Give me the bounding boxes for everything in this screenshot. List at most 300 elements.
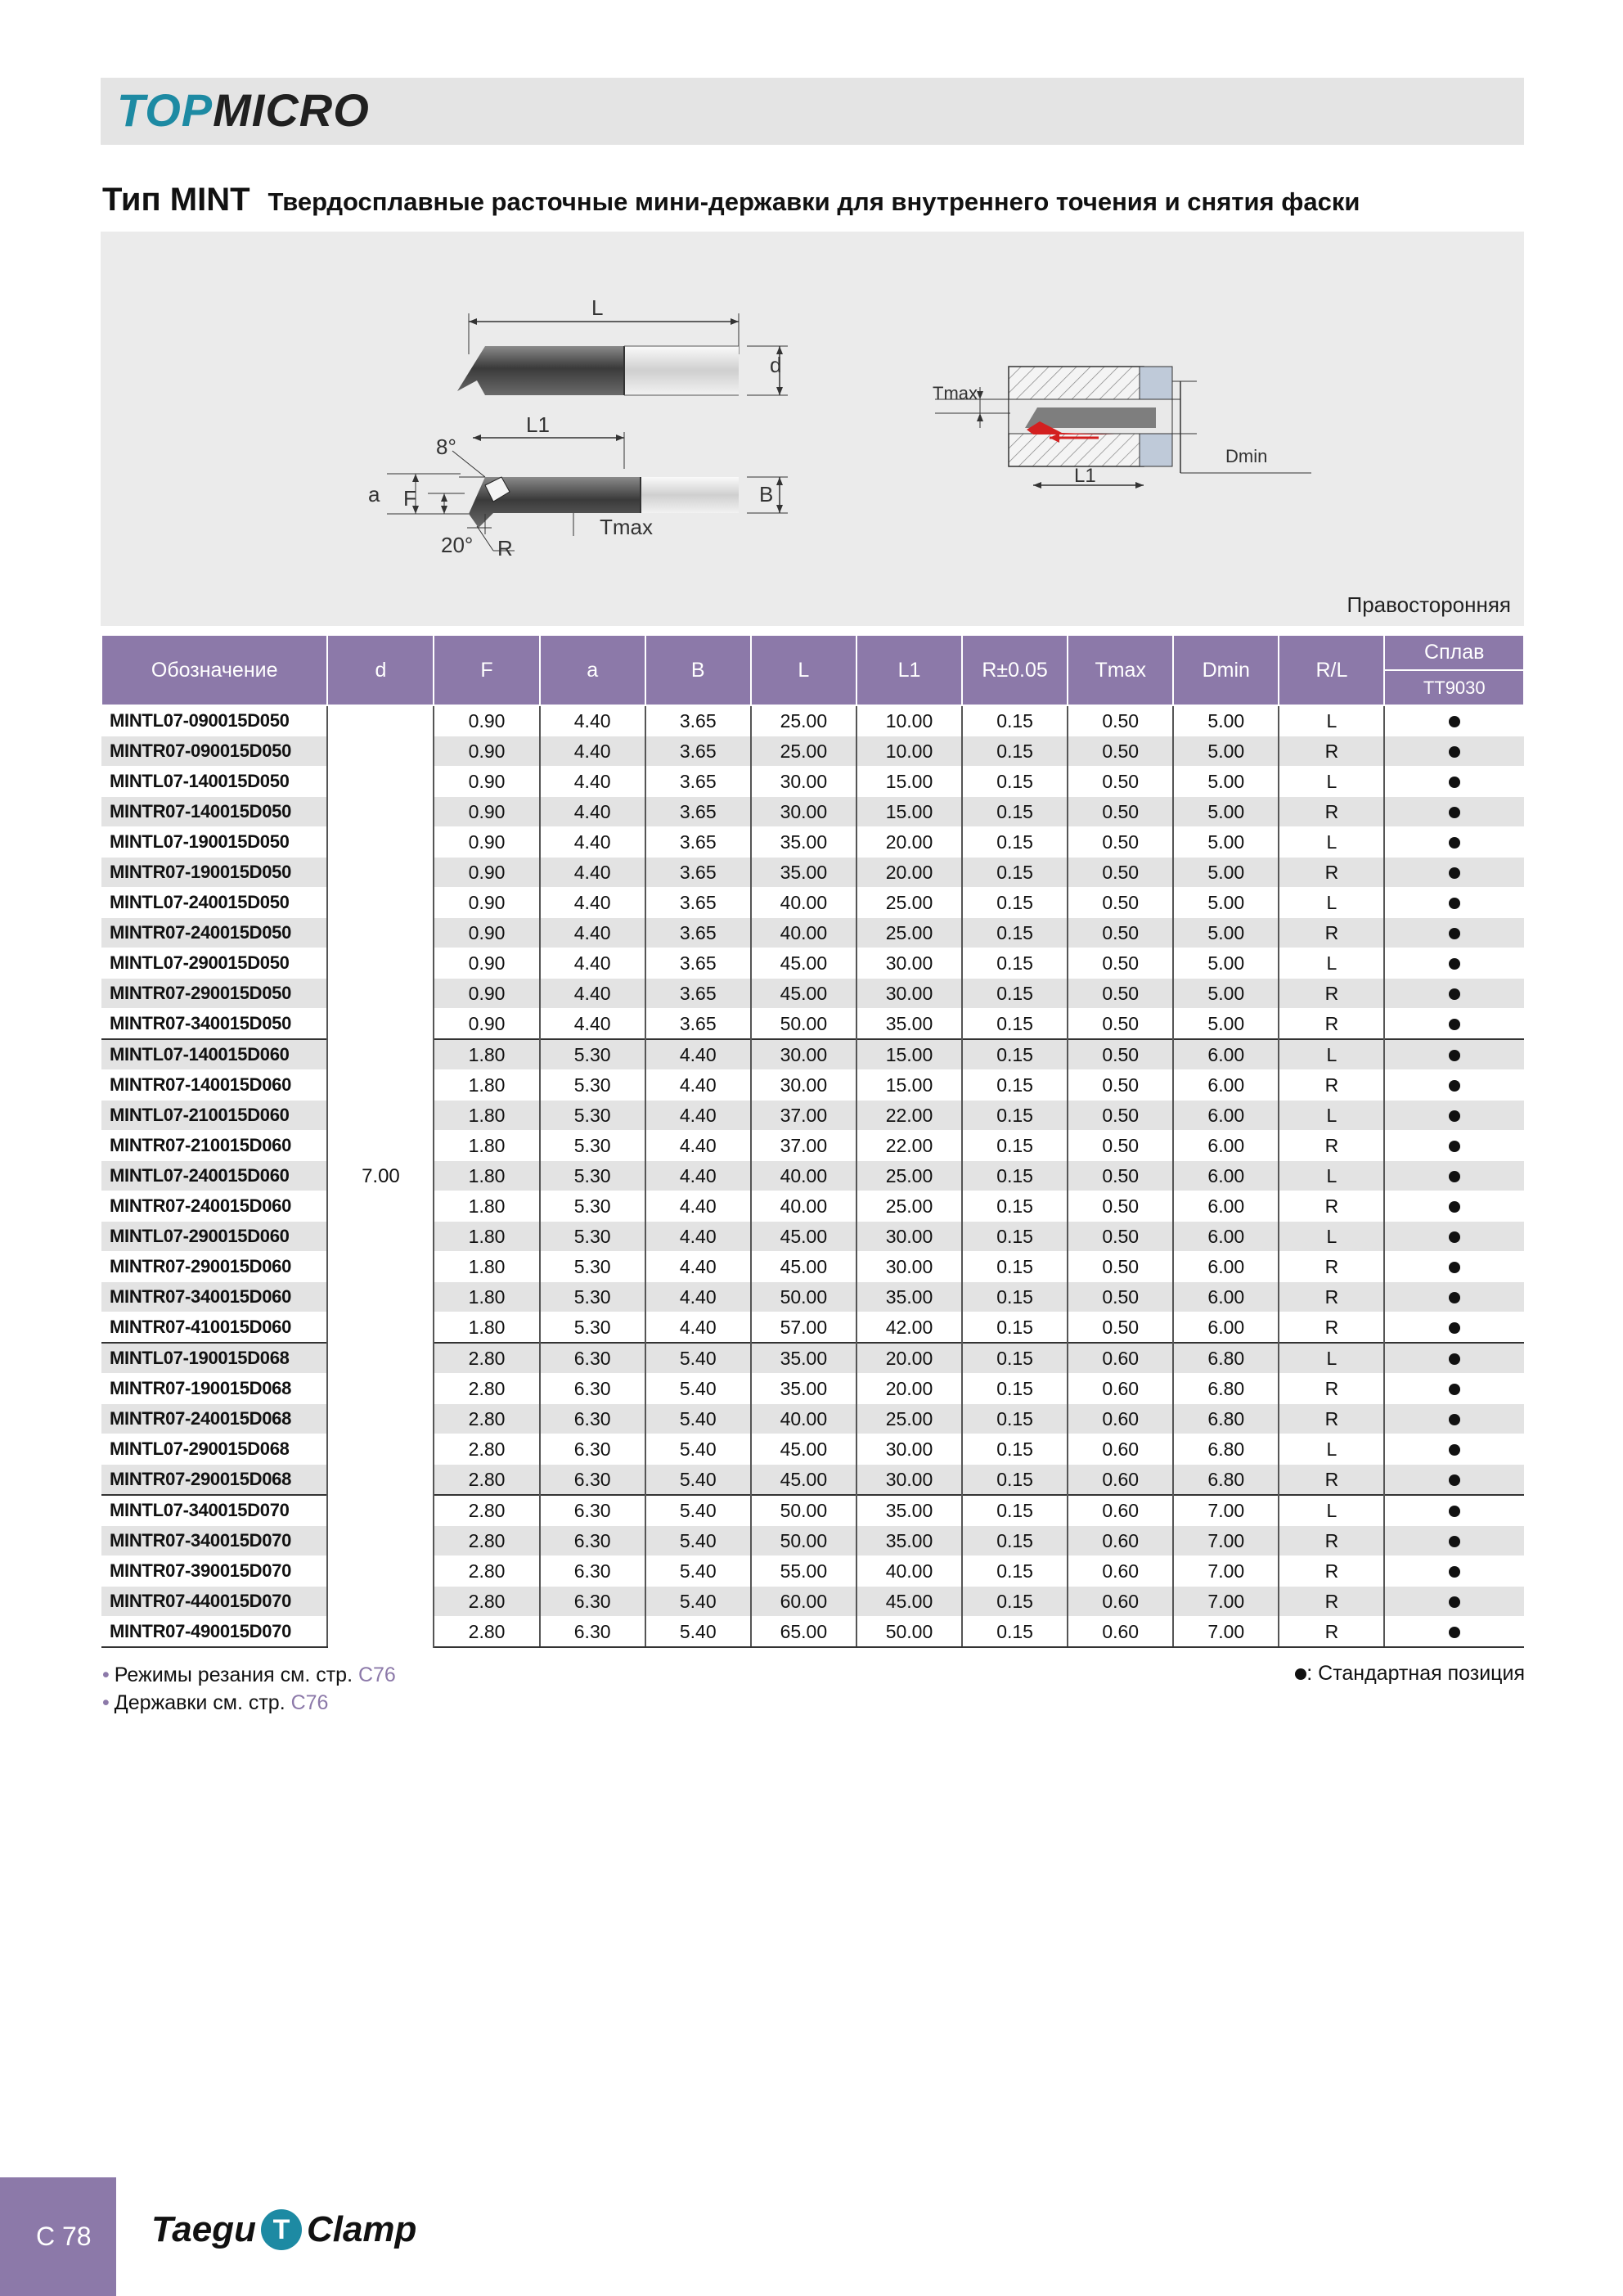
cell-a: 4.40 bbox=[540, 888, 645, 918]
cell-alloy bbox=[1384, 1161, 1524, 1191]
cell-Tmax: 0.50 bbox=[1068, 918, 1173, 948]
cell-F: 1.80 bbox=[434, 1131, 539, 1161]
cell-designation: MINTL07-190015D050 bbox=[101, 827, 327, 858]
note-cutting-ref[interactable]: C76 bbox=[357, 1663, 396, 1686]
cell-RL: L bbox=[1279, 1039, 1384, 1070]
cell-B: 4.40 bbox=[645, 1161, 751, 1191]
cell-designation: MINTR07-140015D060 bbox=[101, 1070, 327, 1101]
cell-alloy bbox=[1384, 1617, 1524, 1648]
label-d: d bbox=[770, 353, 782, 377]
cell-Dmin: 6.80 bbox=[1173, 1404, 1279, 1434]
cell-L1: 15.00 bbox=[856, 1070, 962, 1101]
cell-designation: MINTL07-090015D050 bbox=[101, 705, 327, 736]
cell-RL: R bbox=[1279, 1191, 1384, 1222]
cell-Tmax: 0.50 bbox=[1068, 1009, 1173, 1040]
standard-dot-icon bbox=[1449, 1019, 1460, 1030]
title-sub: Твердосплавные расточные мини-державки для внутреннего точения и снятия фаски bbox=[268, 187, 1360, 216]
label-B: B bbox=[759, 482, 774, 506]
cell-a: 5.30 bbox=[540, 1191, 645, 1222]
standard-dot-icon bbox=[1449, 1506, 1460, 1517]
cell-a: 5.30 bbox=[540, 1161, 645, 1191]
cell-a: 6.30 bbox=[540, 1434, 645, 1465]
cell-L: 50.00 bbox=[751, 1495, 856, 1526]
table-row bbox=[101, 1252, 1524, 1282]
logo-mark-icon: T bbox=[261, 2209, 302, 2250]
cell-L1: 45.00 bbox=[856, 1587, 962, 1617]
col-L1: L1 bbox=[856, 635, 962, 705]
cell-Tmax: 0.50 bbox=[1068, 1191, 1173, 1222]
cell-R: 0.15 bbox=[962, 1252, 1068, 1282]
cell-F: 0.90 bbox=[434, 858, 539, 888]
cell-designation: MINTR07-290015D050 bbox=[101, 979, 327, 1009]
cell-L: 50.00 bbox=[751, 1009, 856, 1040]
cell-L1: 35.00 bbox=[856, 1282, 962, 1312]
standard-dot-icon bbox=[1449, 1171, 1460, 1182]
cell-B: 3.65 bbox=[645, 797, 751, 827]
cell-R: 0.15 bbox=[962, 827, 1068, 858]
cell-Dmin: 6.00 bbox=[1173, 1191, 1279, 1222]
cell-B: 3.65 bbox=[645, 767, 751, 797]
col-L: L bbox=[751, 635, 856, 705]
cell-F: 2.80 bbox=[434, 1495, 539, 1526]
cell-Tmax: 0.60 bbox=[1068, 1465, 1173, 1496]
cell-Dmin: 6.00 bbox=[1173, 1039, 1279, 1070]
cell-L1: 30.00 bbox=[856, 1252, 962, 1282]
table-row bbox=[101, 1404, 1524, 1434]
table-row bbox=[101, 858, 1524, 888]
cell-Tmax: 0.50 bbox=[1068, 1131, 1173, 1161]
cell-R: 0.15 bbox=[962, 1495, 1068, 1526]
cell-RL: R bbox=[1279, 1070, 1384, 1101]
cell-RL: L bbox=[1279, 767, 1384, 797]
cell-R: 0.15 bbox=[962, 736, 1068, 767]
cell-L1: 20.00 bbox=[856, 1374, 962, 1404]
table-row bbox=[101, 1282, 1524, 1312]
cell-a: 4.40 bbox=[540, 918, 645, 948]
standard-dot-icon bbox=[1449, 1444, 1460, 1456]
table-row bbox=[101, 767, 1524, 797]
standard-dot-icon bbox=[1449, 1141, 1460, 1152]
cell-B: 4.40 bbox=[645, 1101, 751, 1131]
note-cutting-text: Режимы резания см. стр. bbox=[114, 1663, 353, 1686]
cell-B: 3.65 bbox=[645, 979, 751, 1009]
cell-R: 0.15 bbox=[962, 1009, 1068, 1040]
col-B: B bbox=[645, 635, 751, 705]
table-row bbox=[101, 1374, 1524, 1404]
taegutec-logo bbox=[151, 2209, 416, 2250]
table-row bbox=[101, 1495, 1524, 1526]
cell-Dmin: 6.00 bbox=[1173, 1070, 1279, 1101]
cell-L: 55.00 bbox=[751, 1556, 856, 1587]
cell-F: 2.80 bbox=[434, 1617, 539, 1648]
cell-L1: 15.00 bbox=[856, 1039, 962, 1070]
cell-alloy bbox=[1384, 1131, 1524, 1161]
cell-alloy bbox=[1384, 1191, 1524, 1222]
standard-dot-icon bbox=[1449, 1322, 1460, 1334]
cell-B: 4.40 bbox=[645, 1282, 751, 1312]
label-Tmax-side: Tmax bbox=[600, 515, 653, 539]
cell-F: 2.80 bbox=[434, 1587, 539, 1617]
cell-B: 5.40 bbox=[645, 1526, 751, 1556]
cell-Tmax: 0.60 bbox=[1068, 1587, 1173, 1617]
cell-Tmax: 0.60 bbox=[1068, 1617, 1173, 1648]
cell-Dmin: 5.00 bbox=[1173, 736, 1279, 767]
standard-dot-icon bbox=[1449, 1080, 1460, 1092]
cell-R: 0.15 bbox=[962, 1070, 1068, 1101]
cell-L: 35.00 bbox=[751, 827, 856, 858]
cell-B: 3.65 bbox=[645, 858, 751, 888]
table-row bbox=[101, 979, 1524, 1009]
cell-a: 6.30 bbox=[540, 1495, 645, 1526]
table-body bbox=[101, 705, 1524, 1647]
standard-dot-icon bbox=[1449, 1536, 1460, 1547]
standard-dot-icon bbox=[1449, 958, 1460, 970]
cell-Tmax: 0.60 bbox=[1068, 1556, 1173, 1587]
cell-RL: R bbox=[1279, 1587, 1384, 1617]
cell-B: 3.65 bbox=[645, 948, 751, 979]
cell-R: 0.15 bbox=[962, 858, 1068, 888]
label-L1-section: L1 bbox=[1074, 465, 1096, 487]
cell-Dmin: 5.00 bbox=[1173, 827, 1279, 858]
cell-L1: 35.00 bbox=[856, 1495, 962, 1526]
cell-F: 1.80 bbox=[434, 1252, 539, 1282]
cell-designation: MINTR07-290015D068 bbox=[101, 1465, 327, 1496]
cell-F: 0.90 bbox=[434, 918, 539, 948]
cell-R: 0.15 bbox=[962, 1282, 1068, 1312]
cell-L1: 35.00 bbox=[856, 1009, 962, 1040]
cell-B: 3.65 bbox=[645, 918, 751, 948]
cell-L: 45.00 bbox=[751, 1252, 856, 1282]
cell-B: 5.40 bbox=[645, 1495, 751, 1526]
cell-alloy bbox=[1384, 1587, 1524, 1617]
cell-L: 25.00 bbox=[751, 736, 856, 767]
cell-L1: 22.00 bbox=[856, 1131, 962, 1161]
cell-alloy bbox=[1384, 705, 1524, 736]
cell-L: 65.00 bbox=[751, 1617, 856, 1648]
cell-L1: 25.00 bbox=[856, 1404, 962, 1434]
standard-dot-icon bbox=[1449, 746, 1460, 758]
standard-dot-icon bbox=[1449, 1566, 1460, 1578]
cell-RL: R bbox=[1279, 1282, 1384, 1312]
cell-B: 3.65 bbox=[645, 888, 751, 918]
cell-R: 0.15 bbox=[962, 1465, 1068, 1496]
tool-top-view bbox=[457, 295, 788, 395]
cell-RL: R bbox=[1279, 736, 1384, 767]
cell-a: 5.30 bbox=[540, 1312, 645, 1344]
cell-L: 45.00 bbox=[751, 948, 856, 979]
label-a: a bbox=[368, 482, 380, 506]
standard-dot-icon bbox=[1449, 988, 1460, 1000]
cell-Dmin: 5.00 bbox=[1173, 888, 1279, 918]
standard-dot-icon bbox=[1449, 1110, 1460, 1122]
cell-B: 3.65 bbox=[645, 705, 751, 736]
cell-Tmax: 0.50 bbox=[1068, 1312, 1173, 1344]
label-F: F bbox=[403, 486, 416, 511]
table-row bbox=[101, 1222, 1524, 1252]
cell-a: 4.40 bbox=[540, 858, 645, 888]
note-cutting-modes bbox=[102, 1661, 396, 1689]
cell-L: 45.00 bbox=[751, 1434, 856, 1465]
cell-L1: 15.00 bbox=[856, 797, 962, 827]
cell-R: 0.15 bbox=[962, 1434, 1068, 1465]
standard-dot-icon bbox=[1449, 1050, 1460, 1061]
cell-designation: MINTR07-190015D068 bbox=[101, 1374, 327, 1404]
legend-text: : Стандартная позиция bbox=[1306, 1662, 1525, 1685]
cell-designation: MINTL07-240015D050 bbox=[101, 888, 327, 918]
cell-RL: L bbox=[1279, 705, 1384, 736]
cell-L: 35.00 bbox=[751, 858, 856, 888]
cell-F: 0.90 bbox=[434, 1009, 539, 1040]
cell-RL: R bbox=[1279, 1465, 1384, 1496]
table-row bbox=[101, 1070, 1524, 1101]
cell-Tmax: 0.60 bbox=[1068, 1343, 1173, 1374]
label-Dmin: Dmin bbox=[1225, 446, 1268, 466]
cell-B: 3.65 bbox=[645, 1009, 751, 1040]
cell-L1: 35.00 bbox=[856, 1526, 962, 1556]
cell-RL: L bbox=[1279, 1101, 1384, 1131]
cell-a: 6.30 bbox=[540, 1617, 645, 1648]
cell-Tmax: 0.60 bbox=[1068, 1374, 1173, 1404]
cell-designation: MINTR07-240015D068 bbox=[101, 1404, 327, 1434]
cell-designation: MINTL07-240015D060 bbox=[101, 1161, 327, 1191]
standard-dot-icon bbox=[1449, 1353, 1460, 1365]
standard-dot-icon bbox=[1449, 1292, 1460, 1303]
cell-R: 0.15 bbox=[962, 1039, 1068, 1070]
cell-alloy bbox=[1384, 888, 1524, 918]
cell-a: 5.30 bbox=[540, 1039, 645, 1070]
cell-Dmin: 7.00 bbox=[1173, 1587, 1279, 1617]
cell-RL: L bbox=[1279, 1161, 1384, 1191]
cell-RL: L bbox=[1279, 1222, 1384, 1252]
cell-R: 0.15 bbox=[962, 1617, 1068, 1648]
cell-R: 0.15 bbox=[962, 1587, 1068, 1617]
cell-RL: R bbox=[1279, 1009, 1384, 1040]
cell-alloy bbox=[1384, 1252, 1524, 1282]
cell-alloy bbox=[1384, 1070, 1524, 1101]
cell-alloy bbox=[1384, 1434, 1524, 1465]
cell-designation: MINTR07-240015D050 bbox=[101, 918, 327, 948]
cell-B: 5.40 bbox=[645, 1465, 751, 1496]
cell-L1: 10.00 bbox=[856, 736, 962, 767]
cell-R: 0.15 bbox=[962, 948, 1068, 979]
cell-L1: 20.00 bbox=[856, 1343, 962, 1374]
title-main: Тип MINT bbox=[102, 182, 250, 218]
cell-L1: 20.00 bbox=[856, 858, 962, 888]
label-R: R bbox=[497, 536, 513, 560]
cell-R: 0.15 bbox=[962, 1312, 1068, 1344]
cell-R: 0.15 bbox=[962, 918, 1068, 948]
label-L1: L1 bbox=[526, 412, 550, 437]
note-holders-text: Державки см. стр. bbox=[114, 1691, 285, 1714]
cell-RL: R bbox=[1279, 1526, 1384, 1556]
note-holders bbox=[102, 1689, 396, 1717]
cell-L: 30.00 bbox=[751, 797, 856, 827]
standard-dot-icon bbox=[1449, 928, 1460, 939]
cell-L: 40.00 bbox=[751, 918, 856, 948]
cell-L1: 42.00 bbox=[856, 1312, 962, 1344]
cell-B: 5.40 bbox=[645, 1587, 751, 1617]
cell-Tmax: 0.60 bbox=[1068, 1526, 1173, 1556]
cell-F: 0.90 bbox=[434, 797, 539, 827]
table-row bbox=[101, 1039, 1524, 1070]
cell-a: 5.30 bbox=[540, 1252, 645, 1282]
cell-B: 3.65 bbox=[645, 736, 751, 767]
cell-designation: MINTR07-340015D060 bbox=[101, 1282, 327, 1312]
cell-a: 5.30 bbox=[540, 1222, 645, 1252]
cell-R: 0.15 bbox=[962, 1374, 1068, 1404]
cell-RL: R bbox=[1279, 858, 1384, 888]
cell-Dmin: 6.80 bbox=[1173, 1434, 1279, 1465]
label-angle-8: 8° bbox=[436, 434, 456, 459]
table-header-row bbox=[101, 635, 1524, 670]
cell-L: 25.00 bbox=[751, 705, 856, 736]
cell-F: 0.90 bbox=[434, 979, 539, 1009]
cell-designation: MINTL07-140015D060 bbox=[101, 1039, 327, 1070]
cell-R: 0.15 bbox=[962, 797, 1068, 827]
cell-Dmin: 5.00 bbox=[1173, 858, 1279, 888]
cell-designation: MINTR07-410015D060 bbox=[101, 1312, 327, 1344]
col-designation: Обозначение bbox=[101, 635, 327, 705]
cell-designation: MINTR07-340015D050 bbox=[101, 1009, 327, 1040]
cell-Dmin: 7.00 bbox=[1173, 1556, 1279, 1587]
spec-table bbox=[101, 634, 1525, 1648]
table-row bbox=[101, 736, 1524, 767]
cell-Tmax: 0.60 bbox=[1068, 1434, 1173, 1465]
label-L: L bbox=[591, 295, 604, 320]
cell-Tmax: 0.50 bbox=[1068, 1039, 1173, 1070]
cell-designation: MINTR07-340015D070 bbox=[101, 1526, 327, 1556]
cell-alloy bbox=[1384, 767, 1524, 797]
cell-B: 4.40 bbox=[645, 1070, 751, 1101]
table-row bbox=[101, 1191, 1524, 1222]
cell-Tmax: 0.60 bbox=[1068, 1404, 1173, 1434]
table-row bbox=[101, 1343, 1524, 1374]
cell-a: 5.30 bbox=[540, 1101, 645, 1131]
cell-L: 60.00 bbox=[751, 1587, 856, 1617]
cell-B: 4.40 bbox=[645, 1131, 751, 1161]
cell-alloy bbox=[1384, 1495, 1524, 1526]
cell-L: 57.00 bbox=[751, 1312, 856, 1344]
cell-alloy bbox=[1384, 736, 1524, 767]
cell-L: 45.00 bbox=[751, 1465, 856, 1496]
cell-Tmax: 0.50 bbox=[1068, 948, 1173, 979]
cell-RL: R bbox=[1279, 1131, 1384, 1161]
cell-Dmin: 6.00 bbox=[1173, 1282, 1279, 1312]
notes bbox=[102, 1661, 396, 1717]
cell-R: 0.15 bbox=[962, 1556, 1068, 1587]
table-row bbox=[101, 1131, 1524, 1161]
cell-designation: MINTL07-210015D060 bbox=[101, 1101, 327, 1131]
standard-dot-icon bbox=[1449, 1384, 1460, 1395]
note-holders-ref[interactable]: C76 bbox=[290, 1691, 329, 1714]
cell-Dmin: 6.00 bbox=[1173, 1312, 1279, 1344]
cell-L: 50.00 bbox=[751, 1526, 856, 1556]
cell-a: 6.30 bbox=[540, 1526, 645, 1556]
cell-R: 0.15 bbox=[962, 1191, 1068, 1222]
cell-RL: L bbox=[1279, 1434, 1384, 1465]
cell-alloy bbox=[1384, 1404, 1524, 1434]
table-row bbox=[101, 948, 1524, 979]
standard-dot-icon bbox=[1449, 777, 1460, 788]
cell-Dmin: 7.00 bbox=[1173, 1617, 1279, 1648]
standard-dot-icon bbox=[1449, 1474, 1460, 1486]
brand-top: TOP bbox=[117, 84, 214, 136]
workpiece-section-view bbox=[933, 367, 1311, 488]
cell-RL: R bbox=[1279, 1252, 1384, 1282]
cell-designation: MINTL07-140015D050 bbox=[101, 767, 327, 797]
standard-dot-icon bbox=[1449, 898, 1460, 909]
cell-F: 1.80 bbox=[434, 1222, 539, 1252]
cell-alloy bbox=[1384, 1374, 1524, 1404]
table-row bbox=[101, 1617, 1524, 1648]
cell-Dmin: 6.00 bbox=[1173, 1161, 1279, 1191]
cell-F: 0.90 bbox=[434, 767, 539, 797]
cell-F: 2.80 bbox=[434, 1374, 539, 1404]
cell-RL: L bbox=[1279, 888, 1384, 918]
cell-a: 4.40 bbox=[540, 705, 645, 736]
cell-Dmin: 5.00 bbox=[1173, 979, 1279, 1009]
cell-L1: 25.00 bbox=[856, 888, 962, 918]
cell-designation: MINTR07-090015D050 bbox=[101, 736, 327, 767]
cell-Dmin: 6.80 bbox=[1173, 1374, 1279, 1404]
table-row bbox=[101, 918, 1524, 948]
cell-L1: 25.00 bbox=[856, 1161, 962, 1191]
cell-Tmax: 0.50 bbox=[1068, 1222, 1173, 1252]
page-number: C 78 bbox=[36, 2222, 92, 2251]
cell-Tmax: 0.50 bbox=[1068, 1101, 1173, 1131]
col-alloy-grade: TT9030 bbox=[1384, 670, 1524, 705]
legend bbox=[1295, 1662, 1525, 1686]
cell-F: 2.80 bbox=[434, 1343, 539, 1374]
cell-designation: MINTL07-340015D070 bbox=[101, 1495, 327, 1526]
table-row bbox=[101, 1009, 1524, 1040]
cell-B: 4.40 bbox=[645, 1312, 751, 1344]
cell-L: 30.00 bbox=[751, 767, 856, 797]
cell-F: 2.80 bbox=[434, 1404, 539, 1434]
brand-micro: MICRO bbox=[213, 84, 370, 136]
cell-R: 0.15 bbox=[962, 767, 1068, 797]
cell-designation: MINTL07-290015D060 bbox=[101, 1222, 327, 1252]
cell-R: 0.15 bbox=[962, 1101, 1068, 1131]
cell-B: 5.40 bbox=[645, 1617, 751, 1648]
col-a: a bbox=[540, 635, 645, 705]
bullet-icon: • bbox=[102, 1663, 110, 1686]
table-row bbox=[101, 1526, 1524, 1556]
cell-B: 5.40 bbox=[645, 1343, 751, 1374]
cell-designation: MINTL07-190015D068 bbox=[101, 1343, 327, 1374]
cell-designation: MINTR07-190015D050 bbox=[101, 858, 327, 888]
cell-Dmin: 5.00 bbox=[1173, 918, 1279, 948]
cell-RL: R bbox=[1279, 1404, 1384, 1434]
cell-d: 7.00 bbox=[327, 705, 434, 1647]
table-row bbox=[101, 1434, 1524, 1465]
cell-RL: R bbox=[1279, 1374, 1384, 1404]
cell-Dmin: 5.00 bbox=[1173, 797, 1279, 827]
cell-a: 4.40 bbox=[540, 736, 645, 767]
col-d: d bbox=[327, 635, 434, 705]
cell-alloy bbox=[1384, 948, 1524, 979]
cell-a: 6.30 bbox=[540, 1587, 645, 1617]
cell-L1: 30.00 bbox=[856, 1222, 962, 1252]
cell-F: 2.80 bbox=[434, 1556, 539, 1587]
cell-F: 1.80 bbox=[434, 1101, 539, 1131]
cell-RL: L bbox=[1279, 1495, 1384, 1526]
cell-L1: 30.00 bbox=[856, 1434, 962, 1465]
cell-Tmax: 0.50 bbox=[1068, 1252, 1173, 1282]
cell-Dmin: 5.00 bbox=[1173, 705, 1279, 736]
col-RL: R/L bbox=[1279, 635, 1384, 705]
table-row bbox=[101, 888, 1524, 918]
